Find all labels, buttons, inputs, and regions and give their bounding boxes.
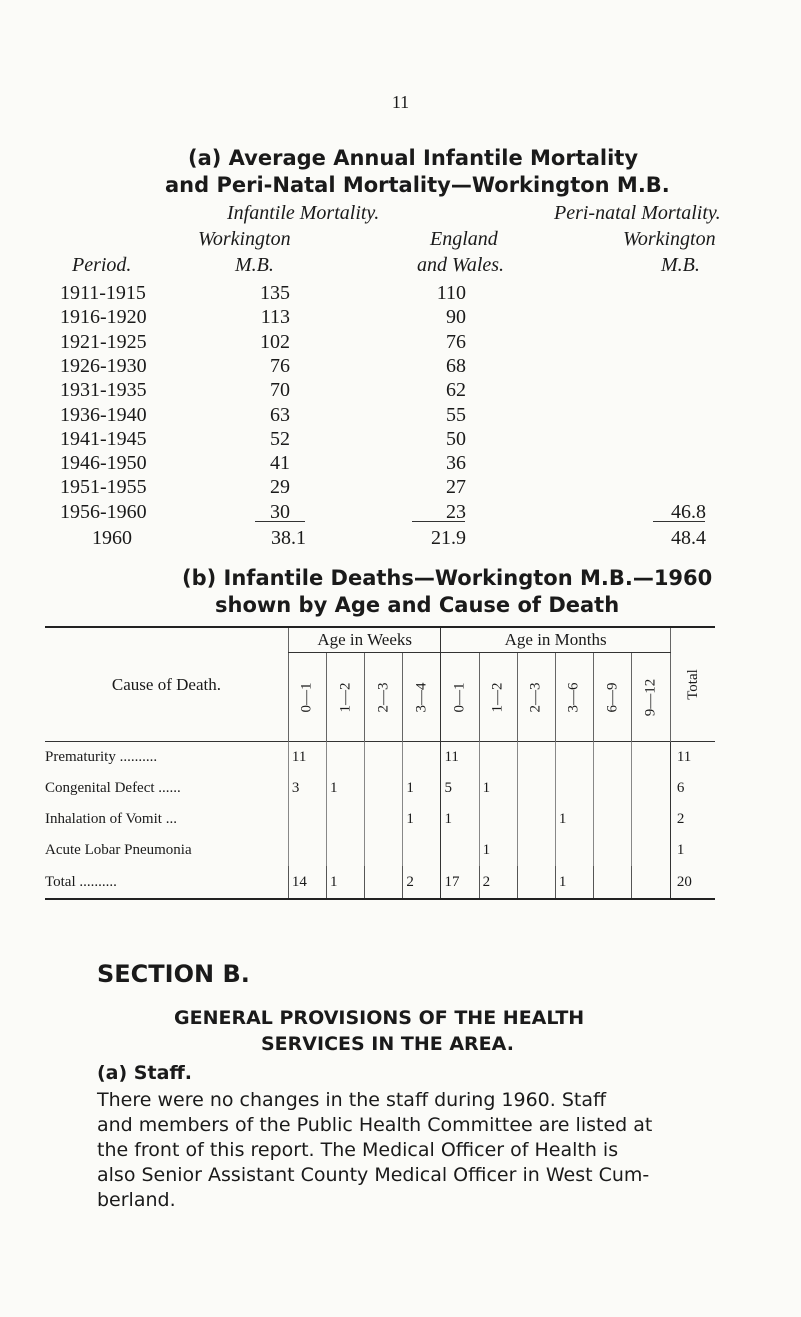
row-england: 76 [446,331,466,353]
table-b-title-line1: (b) Infantile Deaths—Workington M.B.—1960 [182,566,713,590]
cause-cell: Acute Lobar Pneumonia [45,842,192,858]
staff-heading: (a) Staff. [97,1062,192,1084]
staff-paragraph [97,1088,717,1213]
count-cell [555,742,593,774]
count-cell: 2 [479,866,517,899]
row-england: 55 [446,404,466,426]
cause-header: Cause of Death. [111,674,221,694]
count-cell [632,742,671,774]
workington-mb-header: M.B. [235,254,274,276]
count-cell [594,835,632,866]
weeks-header: Age in Weeks [288,627,441,653]
count-cell: 1 [403,773,441,804]
paragraph-line: and members of the Public Health Committee are listed at [97,1114,653,1136]
count-cell: 1 [555,804,593,835]
section-heading: SECTION B. [97,960,250,988]
count-cell [517,742,555,774]
table-b-title-line2: shown by Age and Cause of Death [215,593,620,617]
month-col-header [632,653,671,742]
row-period: 1911-1915 [60,282,146,304]
table-a-title-line2: and Peri-Natal Mortality—Workington M.B. [165,173,670,197]
month-col-label: 1—2 [489,682,506,712]
row-total-cell: 20 [670,866,715,899]
row-period: 1951-1955 [60,476,147,498]
paragraph-line: There were no changes in the staff during 1960. Staff [97,1089,607,1111]
count-cell [517,835,555,866]
row-perinatal: 46.8 [671,501,706,523]
count-cell [632,804,671,835]
table-row [45,773,715,804]
rule-england [412,521,465,522]
count-cell [517,804,555,835]
count-cell: 1 [479,773,517,804]
row-workington: 113 [260,306,290,328]
row-england: 62 [446,379,466,401]
table-row [45,835,715,866]
infantile-deaths-table [45,626,715,900]
count-cell [479,742,517,774]
count-cell [288,804,326,835]
infantile-mortality-header: Infantile Mortality. [227,202,380,224]
row-period: 1936-1940 [60,404,147,426]
total-row [45,866,715,899]
row-workington: 102 [260,331,290,353]
count-cell: 1 [555,866,593,899]
count-cell [555,773,593,804]
count-cell [517,866,555,899]
section-subheading-line1: GENERAL PROVISIONS OF THE HEALTH [174,1007,585,1029]
month-col-header [479,653,517,742]
month-col-header [555,653,593,742]
cause-cell: Inhalation of Vomit ... [45,811,177,827]
row-workington: 30 [270,501,290,523]
count-cell: 17 [441,866,479,899]
perinatal-mb-header: M.B. [661,254,700,276]
count-cell: 1 [327,866,365,899]
count-cell [403,835,441,866]
row-workington: 52 [270,428,290,450]
month-col-label: 6—9 [604,682,621,712]
count-cell [594,866,632,899]
row-workington: 41 [270,452,290,474]
month-col-header [441,653,479,742]
perinatal-workington-header: Workington [623,228,716,250]
month-col-label: 3—6 [565,682,582,712]
count-cell: 11 [288,742,326,774]
count-cell [403,742,441,774]
year-row-perinatal: 48.4 [671,527,706,549]
section-subheading-line2: SERVICES IN THE AREA. [261,1033,514,1055]
count-cell: 11 [441,742,479,774]
week-col-label: 3—4 [413,682,430,712]
count-cell: 1 [441,804,479,835]
month-col-header [594,653,632,742]
row-england: 23 [446,501,466,523]
row-england: 36 [446,452,466,474]
paragraph-line: the front of this report. The Medical Officer of Health is [97,1139,619,1161]
paragraph-line: berland. [97,1189,176,1211]
months-header: Age in Months [441,627,670,653]
row-period: 1946-1950 [60,452,147,474]
perinatal-mortality-header: Peri-natal Mortality. [554,202,721,224]
week-col-header [403,653,441,742]
rule-workington [255,521,305,522]
row-period: 1926-1930 [60,355,147,377]
count-cell: 2 [403,866,441,899]
month-col-label: 9—12 [642,678,659,716]
week-col-label: 0—1 [298,682,315,712]
count-cell [632,835,671,866]
week-col-header [288,653,326,742]
table-row [45,804,715,835]
month-col-header [517,653,555,742]
count-cell [441,835,479,866]
count-cell [632,773,671,804]
row-england: 50 [446,428,466,450]
count-cell [365,742,403,774]
paragraph-line: also Senior Assistant County Medical Officer in West Cum- [97,1164,650,1186]
page-number: 11 [391,92,410,112]
england-header: England [430,228,498,250]
total-label: Total .......... [45,873,117,890]
row-total-cell: 2 [670,804,715,835]
total-header-cell [670,627,715,742]
count-cell [517,773,555,804]
count-cell [594,773,632,804]
count-cell [594,804,632,835]
row-period: 1941-1945 [60,428,147,450]
row-period: 1921-1925 [60,331,147,353]
row-total-cell: 6 [670,773,715,804]
count-cell: 3 [288,773,326,804]
count-cell [594,742,632,774]
count-cell [555,835,593,866]
row-workington: 76 [270,355,290,377]
count-cell: 1 [403,804,441,835]
row-workington: 29 [270,476,290,498]
row-period: 1931-1935 [60,379,147,401]
row-workington: 70 [270,379,290,401]
row-total-cell: 1 [670,835,715,866]
count-cell: 1 [327,773,365,804]
week-col-label: 1—2 [337,682,354,712]
count-cell: 1 [479,835,517,866]
row-workington: 135 [260,282,290,304]
count-cell [365,773,403,804]
count-cell: 5 [441,773,479,804]
cause-cell: Congenital Defect ...... [45,780,181,796]
rule-perinatal [653,521,705,522]
count-cell [632,866,671,899]
count-cell [288,835,326,866]
month-col-label: 2—3 [527,682,544,712]
row-total-cell: 11 [670,742,715,774]
row-period: 1956-1960 [60,501,147,523]
week-col-label: 2—3 [375,682,392,712]
total-header: Total [684,669,701,700]
row-england: 68 [446,355,466,377]
count-cell [327,835,365,866]
count-cell [327,742,365,774]
count-cell [365,804,403,835]
row-period: 1916-1920 [60,306,147,328]
row-workington: 63 [270,404,290,426]
year-row-workington: 38.1 [271,527,306,549]
year-row-england: 21.9 [431,527,466,549]
period-header: Period. [72,254,132,276]
week-col-header [327,653,365,742]
table-a-title-line1: (a) Average Annual Infantile Mortality [188,146,639,170]
year-row-period: 1960 [92,527,132,549]
month-col-label: 0—1 [451,682,468,712]
count-cell [327,804,365,835]
row-england: 27 [446,476,466,498]
workington-header: Workington [198,228,291,250]
week-col-header [365,653,403,742]
count-cell: 14 [288,866,326,899]
count-cell [365,866,403,899]
table-row [45,742,715,774]
row-england: 90 [446,306,466,328]
cause-cell: Prematurity .......... [45,749,158,765]
england-wales-header: and Wales. [417,254,505,276]
count-cell [365,835,403,866]
deaths-body [45,742,715,900]
row-england: 110 [436,282,466,304]
count-cell [479,804,517,835]
